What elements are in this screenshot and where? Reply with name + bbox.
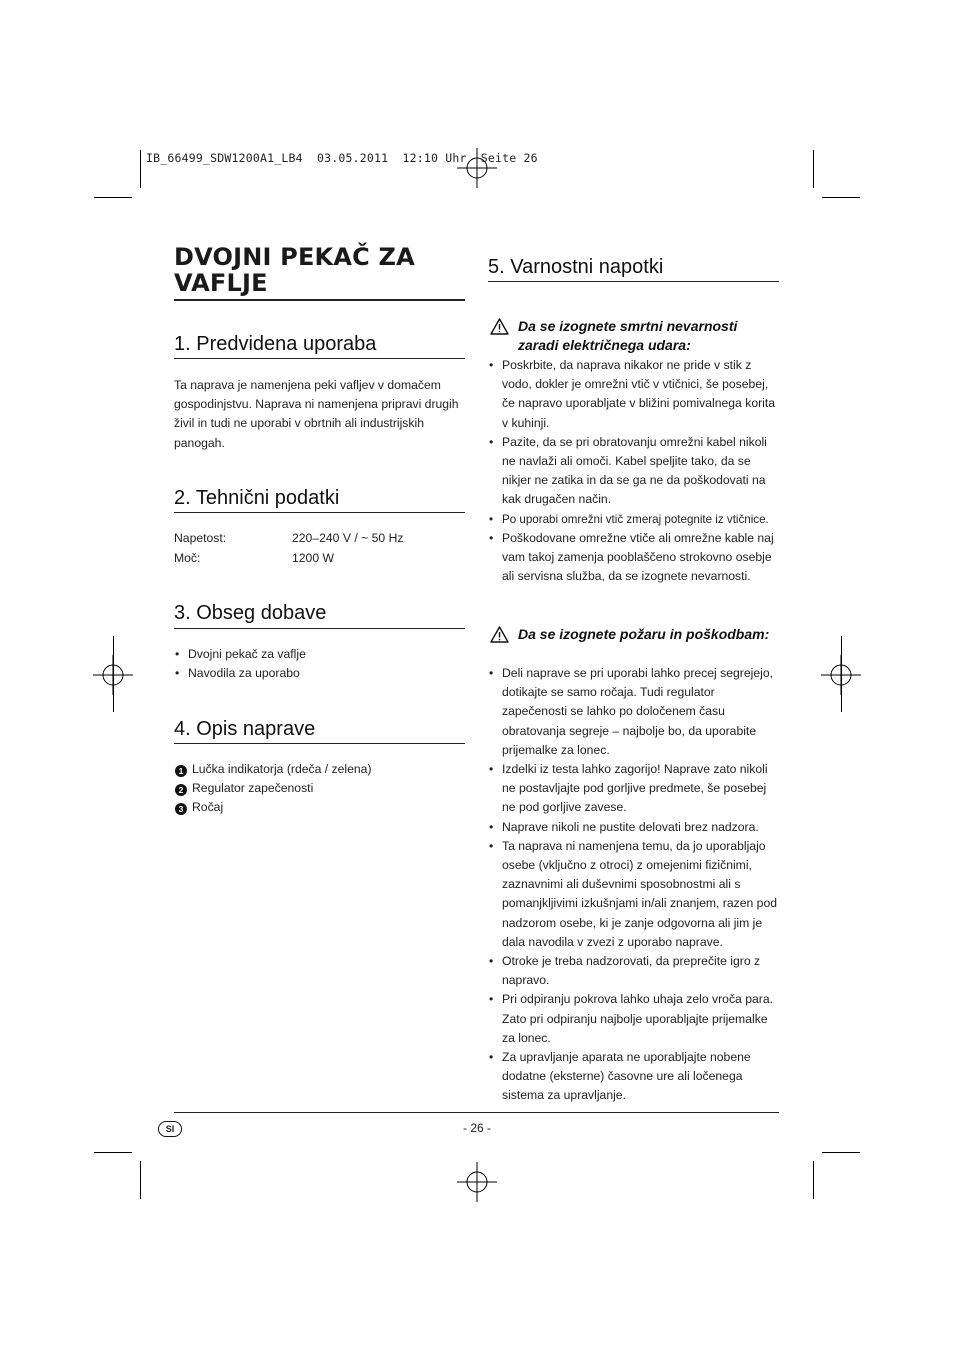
scope-of-delivery-list	[175, 645, 465, 683]
intended-use-text: Ta naprava je namenjena peki vafljev v domačem gospodinjstvu. Naprava ni namenjena pripravi drugih živil in tudi ne uporabi v obrtnih ali industrijskih panogah.	[174, 378, 459, 450]
warning-electric-text: Da se izognete smrtni nevarnosti zaradi električnega udara:	[518, 318, 738, 353]
section-heading-device-description: 4. Opis naprave	[174, 718, 316, 740]
crop-mark	[140, 1161, 141, 1199]
crop-mark	[113, 636, 114, 712]
registration-mark-icon	[457, 148, 497, 188]
title-divider	[174, 299, 465, 301]
warning-triangle-icon	[490, 626, 509, 643]
section-divider	[488, 281, 779, 282]
warning-fire-heading	[518, 625, 780, 644]
electric-safety-list	[489, 356, 779, 586]
crop-mark	[813, 150, 814, 188]
device-parts-list	[175, 760, 465, 818]
list-item: • Naprave nikoli ne pustite delovati brez nadzora.	[489, 818, 779, 837]
list-item: • Pri odpiranju pokrova lahko uhaja zelo vroča para. Zato pri odpiranju najbolje uporabljajte prijemalke za lonec.	[489, 990, 779, 1048]
document-title: DVOJNI PEKAČ ZA VAFLJE	[174, 243, 415, 297]
section-divider	[174, 358, 465, 359]
section-heading-intended-use: 1. Predvidena uporaba	[174, 333, 377, 355]
crop-mark	[822, 1152, 860, 1153]
tech-row-voltage	[174, 528, 466, 548]
warning-triangle-icon	[490, 318, 509, 335]
tech-value: 220–240 V / ~ 50 Hz	[292, 531, 404, 545]
list-item: • Deli naprave se pri uporabi lahko precej segrejejo, dotikajte se samo ročaja. Tudi regulator zapečenosti se lahko po določenem času obratovanja segreje – najbolje bo, da uporabite prijemalke za lonec.	[489, 664, 779, 760]
section-divider	[174, 628, 465, 629]
registration-mark-icon	[457, 1162, 497, 1202]
list-item	[175, 779, 465, 798]
crop-mark	[94, 197, 132, 198]
crop-mark	[822, 197, 860, 198]
section-divider	[174, 743, 465, 744]
section-heading-safety: 5. Varnostni napotki	[488, 256, 664, 278]
warning-electric-heading	[518, 317, 780, 355]
crop-mark	[140, 150, 141, 188]
footer-divider	[174, 1112, 779, 1113]
list-item: • Dvojni pekač za vaflje	[175, 645, 465, 664]
list-item: • Pazite, da se pri obratovanju omrežni kabel nikoli ne navlaži ali omoči. Kabel speljite tako, da se nikjer ne zatika in da se ga ne da poškodovati na kak drugačen način.	[489, 433, 779, 510]
list-item: • Izdelki iz testa lahko zagorijo! Naprave zato nikoli ne postavljajte pod gorljive predmete, še posebej ne pod gorljive zavese.	[489, 760, 779, 818]
tech-label: Napetost:	[174, 531, 227, 545]
tech-value: 1200 W	[292, 551, 335, 565]
tech-row-power	[174, 548, 466, 568]
fire-safety-list	[489, 664, 779, 1106]
section-heading-technical-data: 2. Tehnični podatki	[174, 487, 340, 509]
tech-label: Moč:	[174, 551, 201, 565]
list-item: • Navodila za uporabo	[175, 664, 465, 683]
section-divider	[174, 512, 465, 513]
list-item: • Ta naprava ni namenjena temu, da jo uporabljajo osebe (vključno z otroci) z omejenimi fizičnimi, zaznavnimi ali duševnimi sposobnostmi ali s pomanjkljivimi izkušnjami in/ali znanjem, razen pod nadzorom osebe, ki je zanje odgovorna ali jim je dala navodila v zvezi z uporabo naprave.	[489, 837, 779, 952]
crop-mark	[94, 1152, 132, 1153]
part-number-badge: 1	[175, 765, 187, 777]
list-item	[175, 798, 465, 817]
crop-mark	[813, 1161, 814, 1199]
part-number-badge: 3	[175, 803, 187, 815]
section-heading-scope-of-delivery: 3. Obseg dobave	[174, 602, 327, 624]
warning-fire-text: Da se izognete požaru in poškodbam:	[518, 626, 770, 642]
list-item: • Za upravljanje aparata ne uporabljajte nobene dodatne (eksterne) časovne ure ali ločenega sistema za upravljanje.	[489, 1048, 779, 1106]
page-number: - 26 -	[462, 1121, 491, 1135]
list-item: • Otroke je treba nadzorovati, da preprečite igro z napravo.	[489, 952, 779, 990]
list-item: • Po uporabi omrežni vtič zmeraj potegnite iz vtičnice.	[489, 510, 779, 529]
language-badge: SI	[158, 1121, 182, 1137]
part-number-badge: 2	[175, 784, 187, 796]
part-label: Regulator zapečenosti	[192, 781, 314, 796]
technical-data-table	[174, 528, 466, 568]
list-item: • Poškodovane omrežne vtiče ali omrežne kable naj vam takoj zamenja pooblaščeno strokovno osebje ali servisna služba, da se izognete nevarnosti.	[489, 529, 779, 587]
part-label: Lučka indikatorja (rdeča / zelena)	[192, 762, 372, 776]
print-slug: IB_66499_SDW1200A1_LB4 03.05.2011 12:10 Uhr Seite 26	[146, 151, 538, 165]
list-item	[175, 760, 465, 779]
crop-mark	[841, 636, 842, 712]
list-item: • Poskrbite, da naprava nikakor ne pride v stik z vodo, dokler je omrežni vtič v vtičnici, še posebej, če napravo uporabljate v bližini pomivalnega korita v kuhinji.	[489, 356, 779, 433]
part-label: Ročaj	[192, 800, 224, 815]
